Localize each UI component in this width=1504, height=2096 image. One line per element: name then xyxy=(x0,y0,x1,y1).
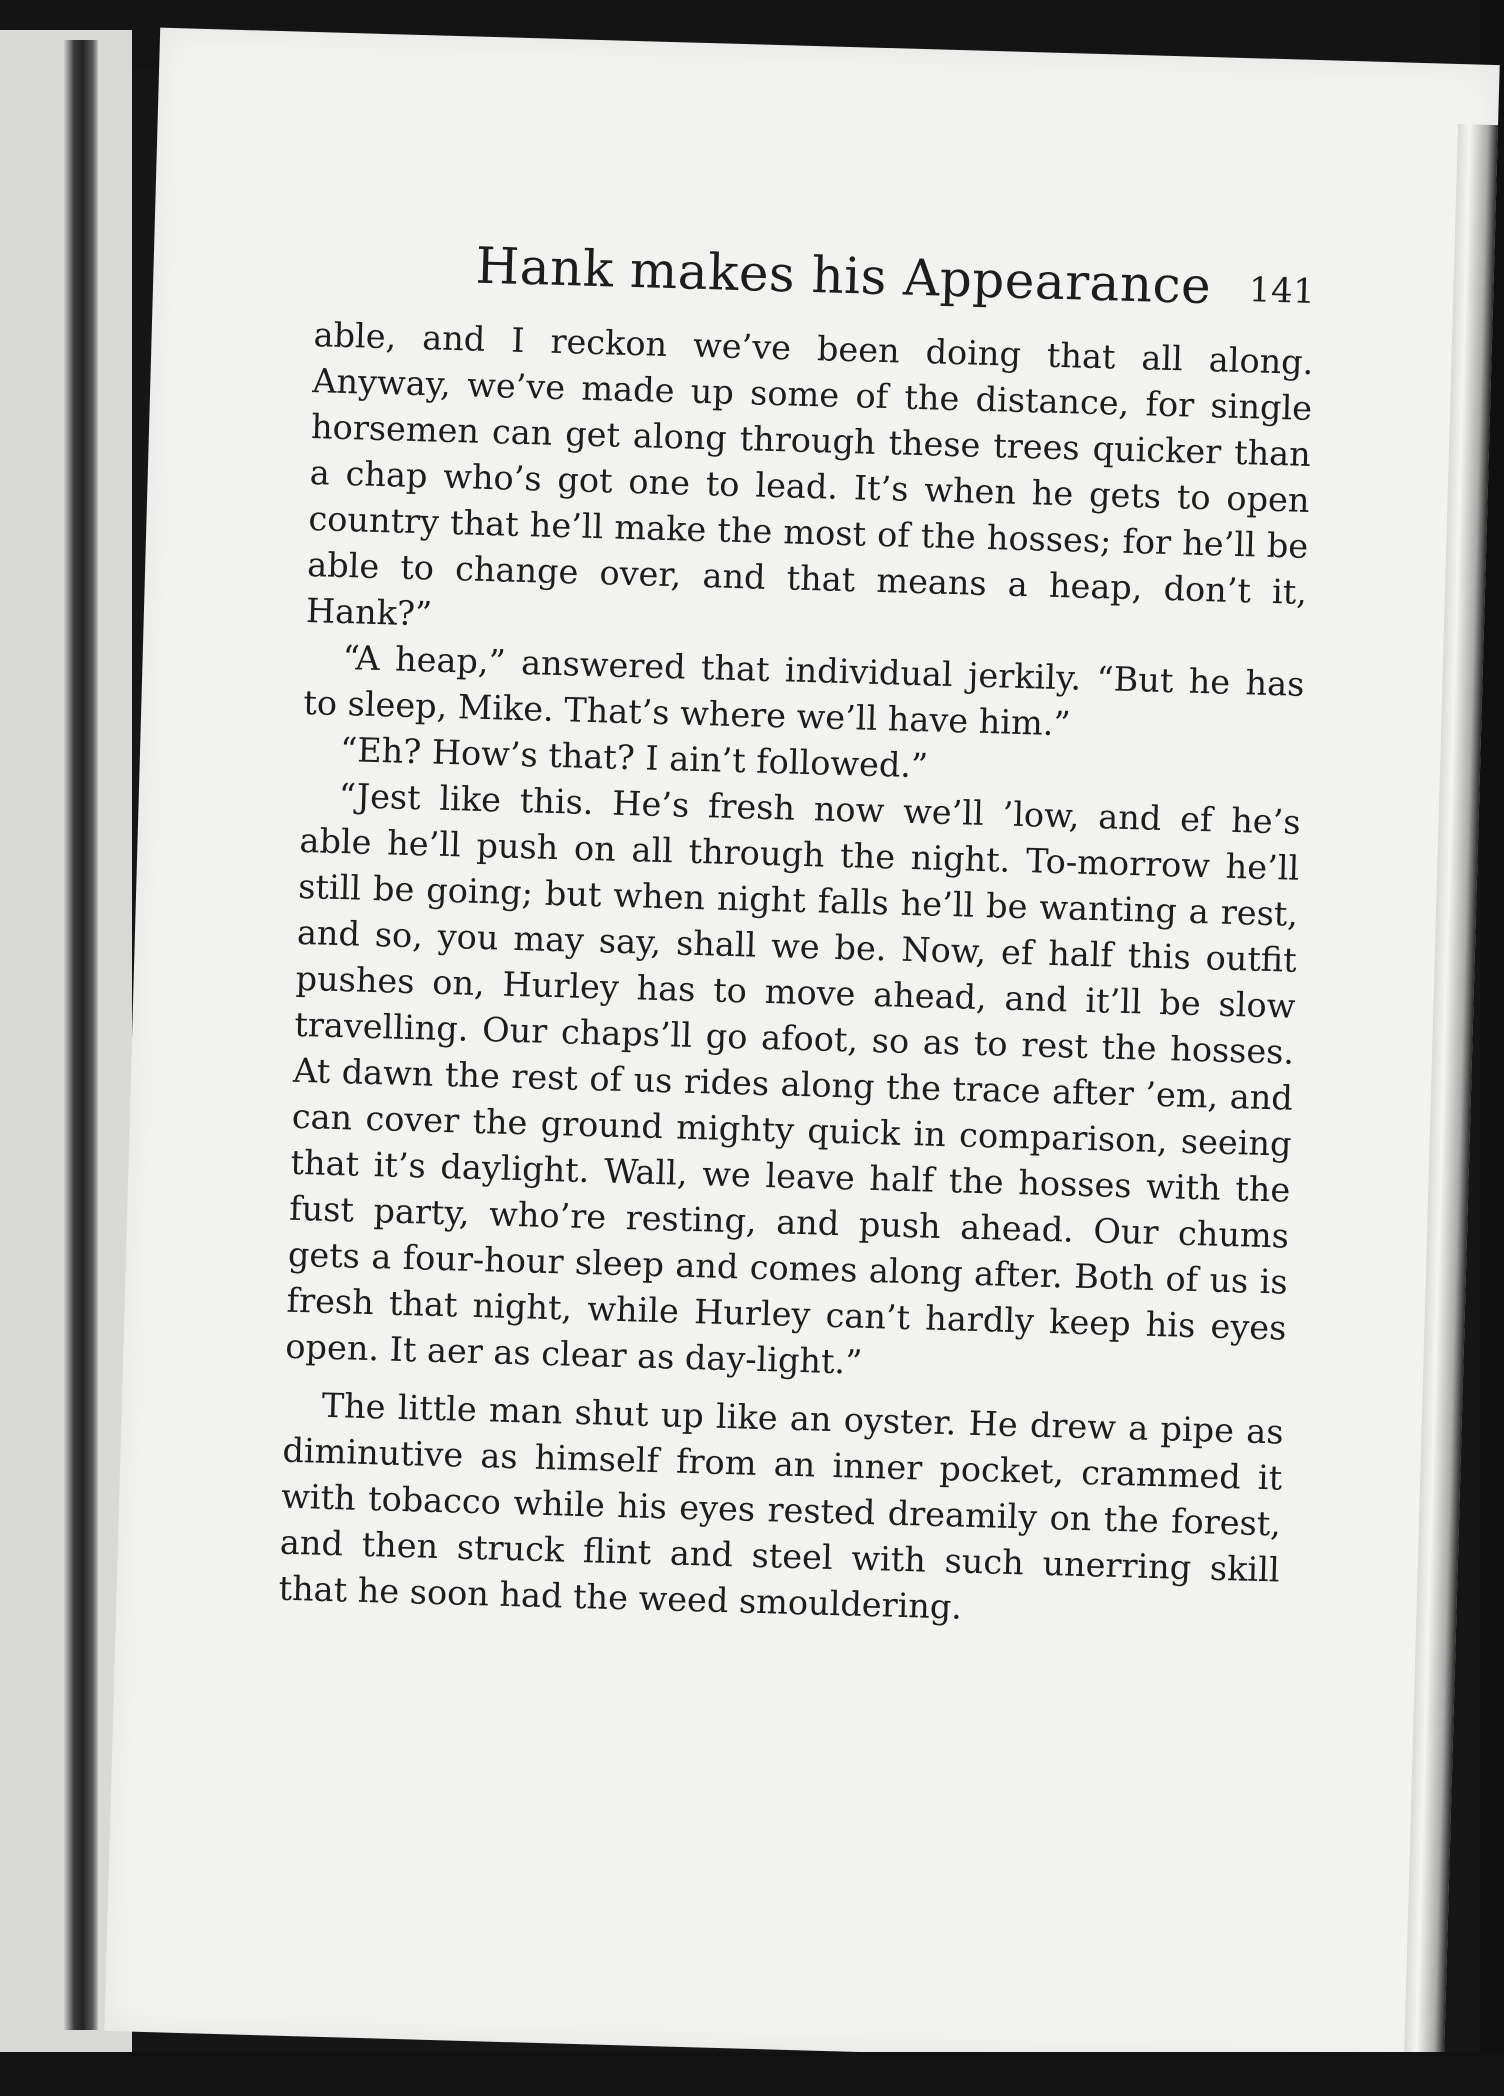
body-text xyxy=(278,312,1314,1639)
paragraph: “Jest like this. He’s fresh now we’ll ’low, and ef he’s able he’ll push on all through the night. To-morrow he’ll still be going; but when night falls he’ll be wanting a rest, and so, you may say, shall we be. Now, ef half this outfit pushes on, Hurley has to move ahead, and it’ll be slow travelling. Our chaps’ll go afoot, so as to rest the hosses. At dawn the rest of us rides along the trace after ’em, and can cover the ground mighty quick in comparison, seeing that it’s daylight. Wall, we leave half the hosses with the fust party, who’re resting, and push ahead. Our chums gets a four-hour sleep and comes along after. Both of us is fresh that night, while Hurley can’t hardly keep his eyes open. It aer as clear as day-light.” xyxy=(284,775,1302,1382)
paragraph: able, and I reckon we’ve been doing that all along. Anyway, we’ve made up some of the distance, for single horsemen can get along through these trees quicker than a chap who’s got one to lead. It’s when he gets to open country that he’ll make the most of the hosses; for he’ll be able to change over, and that means a heap, don’t it, Hank?” xyxy=(305,315,1314,634)
page-number: 141 xyxy=(1248,270,1316,313)
running-title: Hank makes his Appearance xyxy=(474,236,1212,316)
paragraph: “A heap,” answered that individual jerkily. “But he has to sleep, Mike. That’s where we’ll have him.” xyxy=(302,638,1305,744)
book-page xyxy=(104,28,1499,2069)
paragraph: The little man shut up like an oyster. He drew a pipe as diminutive as himself from an inner pocket, crammed it with tobacco while his eyes rested dreamily on the forest, and then struck flint and steel with such unerring skill that he soon had the weed smouldering. xyxy=(278,1385,1285,1627)
book-gutter xyxy=(64,40,98,2030)
bottom-background xyxy=(0,2052,1504,2096)
page-content xyxy=(278,232,1316,1639)
paragraph: “Eh? How’s that? I ain’t followed.” xyxy=(339,729,929,786)
